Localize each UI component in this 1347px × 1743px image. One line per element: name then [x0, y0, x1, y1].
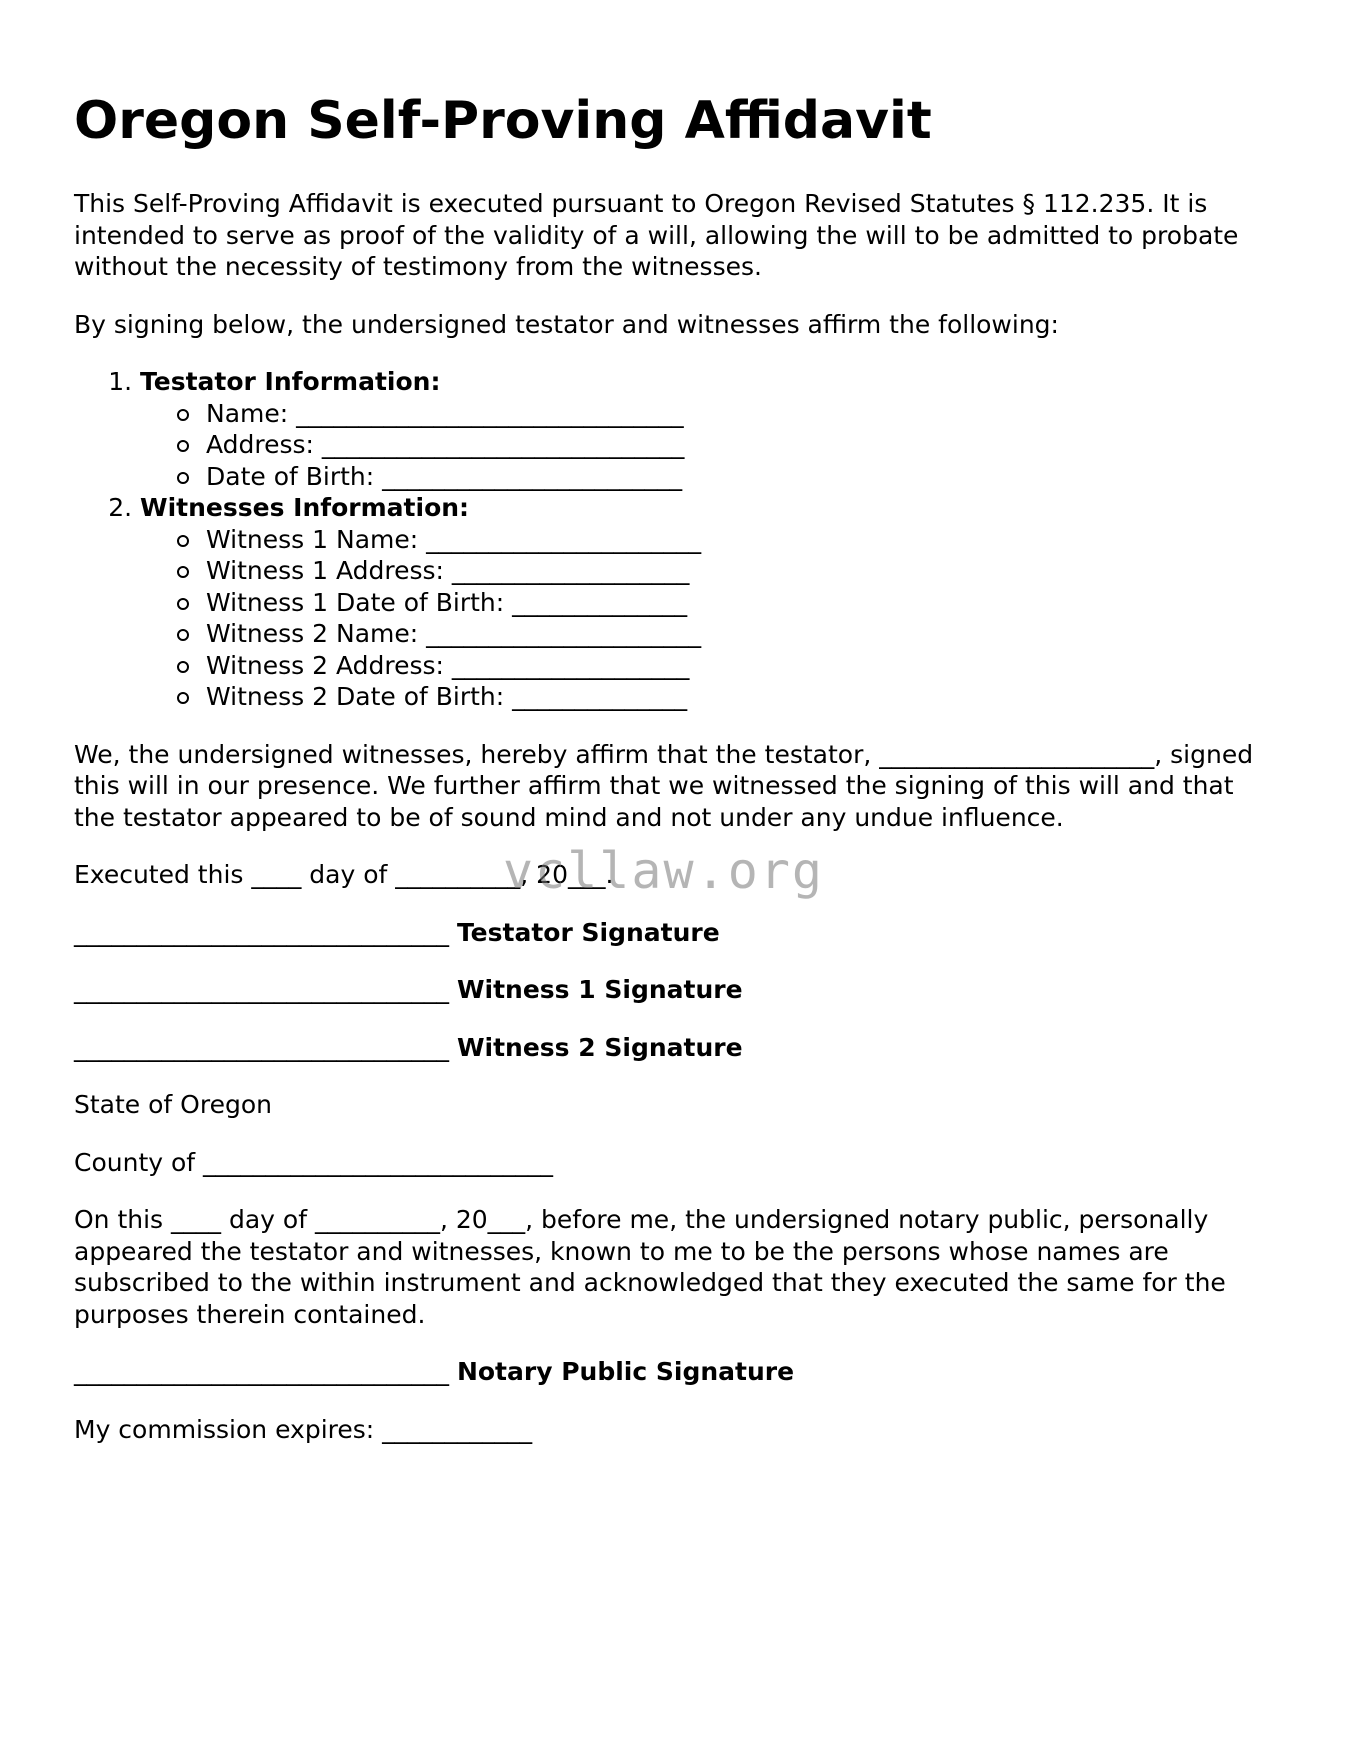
document-title: Oregon Self-Proving Affidavit: [74, 91, 932, 151]
signature-line: ______________________________: [74, 975, 457, 1005]
witness2-signature-label: Witness 2 Signature: [456, 1032, 743, 1062]
notary-signature-row: [74, 1356, 1274, 1388]
testator-signature-label: Testator Signature: [456, 917, 720, 947]
state-line: State of Oregon: [74, 1090, 272, 1120]
witness1-address-field: Witness 1 Address: ___________________: [206, 555, 1274, 587]
intro-paragraph: This Self-Proving Affidavit is executed pursuant to Oregon Revised Statutes § 112.235. It is intended to serve as proof of the validity of a will, allowing the will to be admitted to probate without the necessity of testimony from the witnesses.: [74, 189, 1239, 282]
section-heading: Testator Information:: [140, 367, 441, 397]
testator-information-section: [140, 366, 1274, 492]
witness2-address-field: Witness 2 Address: ___________________: [206, 650, 1274, 682]
witness2-name-field: Witness 2 Name: ______________________: [206, 618, 1274, 650]
testator-dob-field: Date of Birth: ________________________: [206, 461, 1274, 493]
signature-line: ______________________________: [74, 1032, 457, 1062]
witness1-dob-field: Witness 1 Date of Birth: ______________: [206, 587, 1274, 619]
witness1-signature-label: Witness 1 Signature: [456, 975, 743, 1005]
executed-line: Executed this ____ day of __________, 20___.: [74, 860, 614, 890]
affidavit-document: [74, 90, 1274, 1471]
witness1-signature-row: [74, 974, 1274, 1006]
witness1-name-field: Witness 1 Name: ______________________: [206, 524, 1274, 556]
watermark: vcllaw.org: [503, 842, 825, 900]
notary-signature-label: Notary Public Signature: [456, 1357, 795, 1387]
witnesses-information-section: [140, 492, 1274, 713]
information-list: [74, 366, 1274, 713]
witness-fields: [140, 524, 1274, 713]
section-heading: Witnesses Information:: [140, 493, 470, 523]
signature-line: ______________________________: [74, 1357, 457, 1387]
commission-line: My commission expires: ____________: [74, 1414, 533, 1444]
county-line: County of ____________________________: [74, 1147, 554, 1177]
testator-fields: [140, 398, 1274, 493]
signature-line: ______________________________: [74, 917, 457, 947]
witness2-signature-row: [74, 1032, 1274, 1064]
witness-statement: We, the undersigned witnesses, hereby affirm that the testator, ______________________, signed this will in our presence. We further affirm that we witnessed the signing of this will and that the testator appeared to be of sound mind and not under any undue influence.: [74, 739, 1254, 832]
testator-signature-row: [74, 917, 1274, 949]
affirm-lead: By signing below, the undersigned testator and witnesses affirm the following:: [74, 309, 1059, 339]
witness2-dob-field: Witness 2 Date of Birth: ______________: [206, 681, 1274, 713]
notary-statement: On this ____ day of __________, 20___, before me, the undersigned notary public, personally appeared the testator and witnesses, known to me to be the persons whose names are subscribed to the within instrument and acknowledged that they executed the same for the purposes therein contained.: [74, 1205, 1226, 1329]
testator-address-field: Address: _____________________________: [206, 429, 1274, 461]
testator-name-field: Name: _______________________________: [206, 398, 1274, 430]
